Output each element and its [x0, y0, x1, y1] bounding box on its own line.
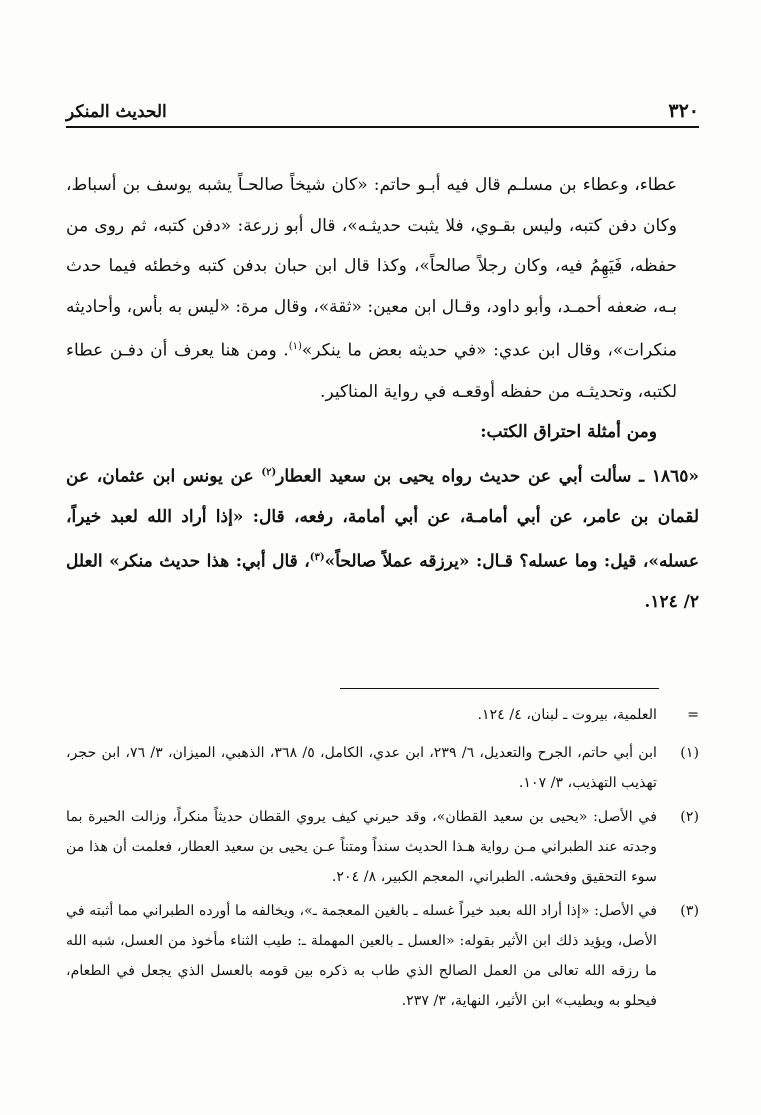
continuation-marker: = — [687, 707, 699, 723]
footnote-continuation — [66, 700, 699, 730]
paragraph-text: . ومن هنا يعرف أن دفـن عطاء لكتبه، وتحديثـه من حفظه أوقعـه في رواية المناكير. — [66, 341, 677, 402]
main-text — [66, 165, 699, 623]
page-number: ٣٢٠ — [668, 100, 699, 122]
footnote-number: (٣) — [680, 903, 699, 919]
paragraph-text: عطاء، وعطاء بن مسلـم قال فيه أبـو حاتم: «كان شيخاً صالحـاً يشبه يوسف بن أسباط، وكان دفن كتبه، وليس بقـوي، فلا يثبت حديثـه»، قال أبو زرعة: «دفن كتبه، ثم روى من حفظه، فَيَهِمُ فيه، وكان رجلاً صالحاً»، وكذا قال ابن حبان بدفن كتبه وخطئه فيما حدث بـه، ضعفه أحمـد، وأبو داود، وقـال ابن معين: «ثقة»، وقال مرة: «ليس به بأس، وأحاديثه منكرات»، وقال ابن عدي: «في حديثه بعض ما ينكر» — [66, 175, 677, 362]
footnote — [66, 896, 699, 1016]
footnote-text: ابن أبي حاتم، الجرح والتعديل، ٦/ ٢٣٩، ابن عدي، الكامل، ٥/ ٣٦٨، الذهبي، الميزان، ٣/ ٧٦، ابن حجر، تهذيب التهذيب، ٣/ ١٠٧. — [66, 745, 658, 791]
footnote-separator — [340, 688, 659, 689]
subheading: ومن أمثلة احتراق الكتب: — [480, 422, 657, 443]
footnote-text: العلمية، بيروت ـ لبنان، ٤/ ١٢٤. — [477, 707, 657, 723]
paragraph — [66, 165, 699, 412]
footnote — [66, 738, 699, 798]
footnote-reference: (٣) — [309, 551, 325, 563]
quote-text: عن يونس ابن عثمان، عن لقمان بن عامر، عن أبي أمامـة، عن أبي أمامة، رفعه، قال: «إذا أراد الله لعبد خيراً، عسله»، قيل: وما عسله؟ قـال: «يرزقه عملاً صالحاً» — [66, 466, 699, 572]
footnote-text: في الأصل: «إذا أراد الله بعبد خيراً غسله ـ بالغين المعجمة ـ»، ويخالفه ما أورده الطبراني مما أثبته في الأصل، ويؤيد ذلك ابن الأثير بقوله: «العسل ـ بالعين المهملة ـ: طيب الثناء مأخوذ من العسل، شبه الله ما رزقه الله تعالى من العمل الصالح الذي طاب به ذكره بين قومه بالعسل الذي يجعل في الطعام، فيحلو به ويطيب» ابن الأثير، النهاية، ٣/ ٢٣٧. — [66, 903, 657, 1009]
quote-text: ، قال أبي: هذا حديث منكر» العلل ٢/ ١٢٤. — [66, 551, 699, 612]
footnote-reference: (٢) — [261, 466, 277, 478]
header-rule — [66, 126, 699, 128]
footnote-reference: (١) — [288, 341, 302, 353]
footnote-number: (١) — [680, 745, 699, 761]
page-header — [66, 88, 699, 122]
footnote-number: (٢) — [680, 809, 699, 825]
quoted-hadith — [66, 453, 699, 623]
footnote-text: في الأصل: «يحيى بن سعيد القطان»، وقد حيرني كيف يروي القطان حديثاً منكراً، وزالت الحيرة بما وجدته عند الطبراني مـن رواية هـذا الحديث سنداً ومتناً عـن يحيى بن سعيد العطار، فعلمت أن هذا من سوء التحقيق وفحشه. الطبراني، المعجم الكبير، ٨/ ٢٠٤. — [66, 809, 657, 885]
quote-text: «١٨٦٥ ـ سألت أبي عن حديث رواه يحيى بن سعيد العطار — [276, 466, 699, 487]
footnotes — [66, 700, 699, 1020]
running-title: الحديث المنكر — [66, 102, 167, 122]
footnote — [66, 802, 699, 892]
